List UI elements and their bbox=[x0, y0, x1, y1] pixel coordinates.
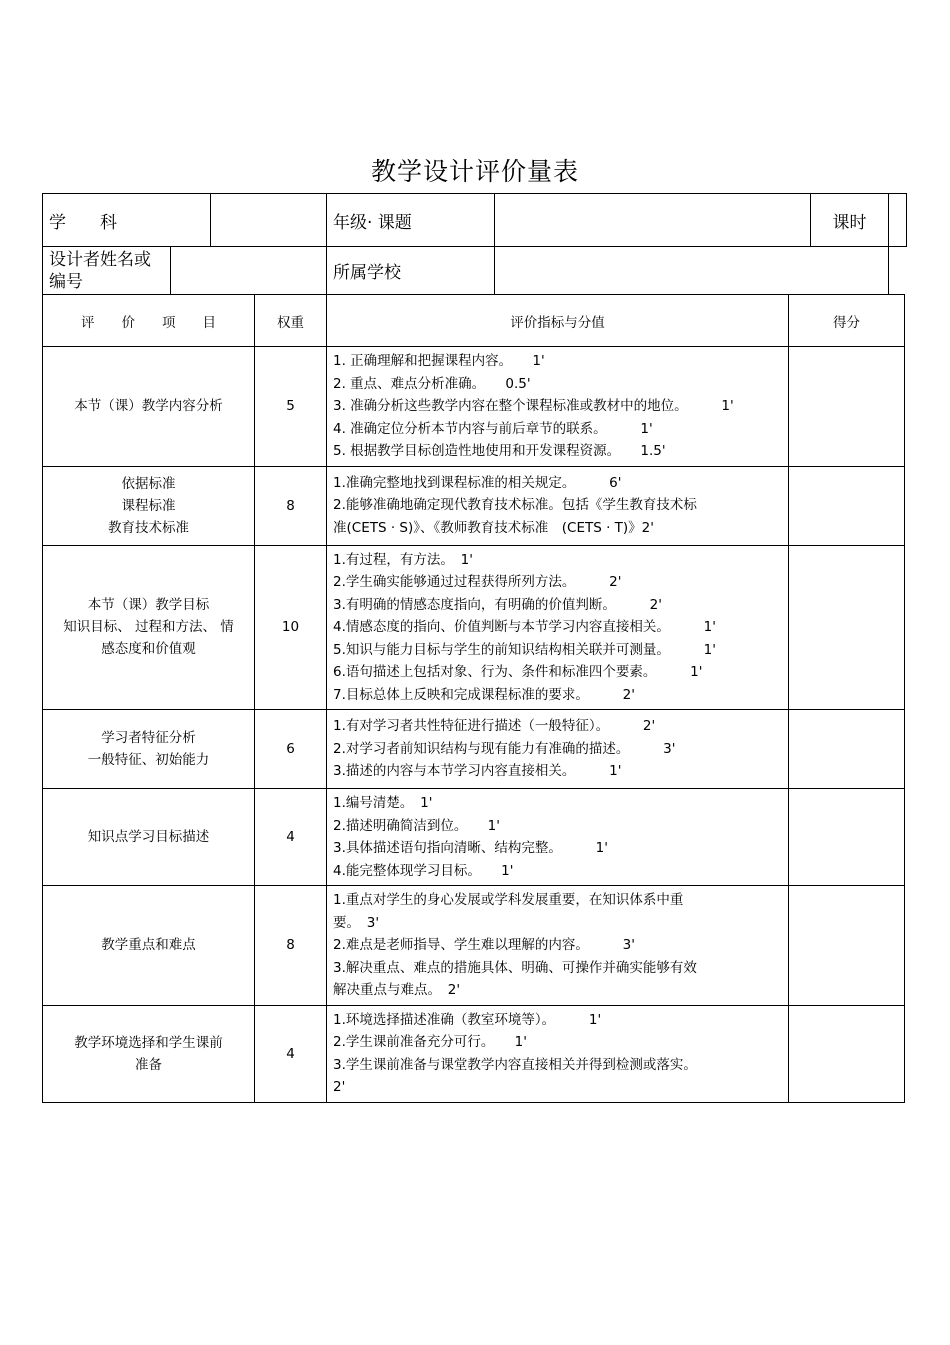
criteria-cell bbox=[327, 1005, 789, 1102]
evaluation-item bbox=[43, 1005, 255, 1102]
column-header-criteria: 评价指标与分值 bbox=[327, 295, 789, 347]
designer-field[interactable] bbox=[171, 247, 327, 295]
criteria-line: 7.目标总体上反映和完成课程标准的要求。 2' bbox=[333, 686, 635, 703]
criteria-line: 1.准确完整地找到课程标准的相关规定。 6' bbox=[333, 474, 622, 491]
criteria-line: 5.知识与能力目标与学生的前知识结构相关联并可测量。 1' bbox=[333, 641, 716, 658]
criteria-line: 4.能完整体现学习目标。 1' bbox=[333, 862, 514, 879]
designer-label: 设计者姓名或编号 bbox=[43, 247, 171, 295]
school-field[interactable] bbox=[495, 247, 889, 295]
grade-topic-field[interactable] bbox=[495, 194, 811, 247]
weight-value: 4 bbox=[255, 789, 327, 886]
criteria-line: 2.难点是老师指导、学生难以理解的内容。 3' bbox=[333, 937, 635, 953]
table-header-row bbox=[43, 295, 905, 347]
criteria-cell bbox=[327, 789, 789, 886]
evaluation-item bbox=[43, 886, 255, 1006]
evaluation-item bbox=[43, 347, 255, 467]
school-label: 所属学校 bbox=[327, 247, 495, 295]
criteria-line: 3.解决重点、难点的措施具体、明确、可操作并确实能够有效 bbox=[333, 959, 697, 976]
criteria-line: 2' bbox=[333, 1079, 346, 1095]
evaluation-item-line: 知识点学习目标描述 bbox=[87, 829, 210, 845]
criteria-line: 1.编号清楚。 1' bbox=[333, 795, 433, 811]
evaluation-item bbox=[43, 710, 255, 789]
table-row bbox=[43, 545, 905, 710]
column-header-item: 评 价 项 目 bbox=[43, 295, 255, 347]
grade-topic-label: 年级· 课题 bbox=[327, 194, 495, 247]
evaluation-item-line: 准备 bbox=[135, 1056, 162, 1073]
criteria-cell bbox=[327, 545, 789, 710]
weight-value: 8 bbox=[255, 886, 327, 1006]
criteria-cell bbox=[327, 710, 789, 789]
criteria-line: 2. 重点、难点分析准确。 0.5' bbox=[333, 375, 531, 392]
criteria-line: 4.情感态度的指向、价值判断与本节学习内容直接相关。 1' bbox=[333, 619, 716, 635]
criteria-line: 3. 准确分析这些教学内容在整个课程标准或教材中的地位。 1' bbox=[333, 398, 734, 414]
criteria-line: 2.学生确实能够通过过程获得所列方法。 2' bbox=[333, 574, 622, 590]
criteria-line: 3.学生课前准备与课堂教学内容直接相关并得到检测或落实。 bbox=[333, 1056, 697, 1073]
criteria-line: 1.重点对学生的身心发展或学科发展重要，在知识体系中重 bbox=[333, 892, 684, 908]
score-field[interactable] bbox=[789, 710, 905, 789]
evaluation-item-line: 本节（课）教学目标 bbox=[87, 597, 210, 614]
table-row bbox=[43, 466, 905, 545]
table-row bbox=[43, 710, 905, 789]
criteria-line: 要。 3' bbox=[333, 914, 380, 931]
criteria-line: 2.对学习者前知识结构与现有能力有准确的描述。 3' bbox=[333, 740, 676, 757]
evaluation-item-line: 感态度和价值观 bbox=[101, 641, 196, 658]
evaluation-item bbox=[43, 545, 255, 710]
column-header-weight: 权重 bbox=[255, 295, 327, 347]
criteria-cell bbox=[327, 466, 789, 545]
weight-value: 5 bbox=[255, 347, 327, 467]
evaluation-table bbox=[42, 294, 905, 1103]
criteria-line: 4. 准确定位分析本节内容与前后章节的联系。 1' bbox=[333, 420, 653, 437]
evaluation-item-line: 一般特征、初始能力 bbox=[87, 752, 210, 768]
criteria-line: 准(CETS · S)》、《教师教育技术标准 (CETS · T)》2' bbox=[333, 519, 654, 536]
evaluation-item bbox=[43, 466, 255, 545]
score-field[interactable] bbox=[789, 466, 905, 545]
period-field[interactable] bbox=[889, 194, 907, 247]
page-title: 教学设计评价量表 bbox=[370, 157, 579, 186]
weight-value: 6 bbox=[255, 710, 327, 789]
table-row bbox=[43, 886, 905, 1006]
weight-value: 10 bbox=[255, 545, 327, 710]
evaluation-item-line: 依据标准 bbox=[121, 475, 176, 492]
evaluation-item-line: 教学环境选择和学生课前 bbox=[74, 1034, 223, 1051]
evaluation-item-line: 课程标准 bbox=[121, 497, 176, 514]
evaluation-item-line: 本节（课）教学内容分析 bbox=[74, 398, 223, 415]
criteria-cell bbox=[327, 886, 789, 1006]
criteria-line: 1.有过程，有方法。 1' bbox=[333, 551, 473, 568]
criteria-line: 解决重点与难点。 2' bbox=[333, 982, 461, 998]
subject-field[interactable] bbox=[211, 194, 327, 247]
weight-value: 4 bbox=[255, 1005, 327, 1102]
table-row bbox=[43, 347, 905, 467]
criteria-line: 1. 正确理解和把握课程内容。 1' bbox=[333, 353, 545, 369]
criteria-cell bbox=[327, 347, 789, 467]
evaluation-item bbox=[43, 789, 255, 886]
header-info-table bbox=[42, 193, 907, 295]
criteria-line: 1.环境选择描述准确（教室环境等）。 1' bbox=[333, 1011, 602, 1028]
criteria-line: 3.具体描述语句指向清晰、结构完整。 1' bbox=[333, 840, 608, 856]
criteria-line: 2.描述明确简洁到位。 1' bbox=[333, 817, 500, 834]
score-field[interactable] bbox=[789, 789, 905, 886]
weight-value: 8 bbox=[255, 466, 327, 545]
period-label: 课时 bbox=[811, 194, 889, 247]
criteria-line: 5. 根据教学目标创造性地使用和开发课程资源。 1.5' bbox=[333, 443, 666, 459]
evaluation-item-line: 教学重点和难点 bbox=[101, 937, 196, 954]
evaluation-item-line: 知识目标、 过程和方法、 情 bbox=[63, 619, 234, 636]
criteria-line: 6.语句描述上包括对象、行为、条件和标准四个要素。 1' bbox=[333, 664, 703, 680]
evaluation-item-line: 学习者特征分析 bbox=[101, 730, 196, 746]
table-row bbox=[43, 789, 905, 886]
score-field[interactable] bbox=[789, 886, 905, 1006]
table-row bbox=[43, 1005, 905, 1102]
criteria-line: 3.描述的内容与本节学习内容直接相关。 1' bbox=[333, 763, 622, 780]
score-field[interactable] bbox=[789, 1005, 905, 1102]
criteria-line: 2.学生课前准备充分可行。 1' bbox=[333, 1034, 527, 1050]
column-header-score: 得分 bbox=[789, 295, 905, 347]
criteria-line: 1.有对学习者共性特征进行描述（一般特征）。 2' bbox=[333, 718, 656, 735]
subject-label: 学 科 bbox=[43, 194, 211, 247]
evaluation-item-line: 教育技术标准 bbox=[108, 519, 189, 536]
score-field[interactable] bbox=[789, 347, 905, 467]
score-field[interactable] bbox=[789, 545, 905, 710]
criteria-line: 3.有明确的情感态度指向，有明确的价值判断。 2' bbox=[333, 596, 662, 613]
criteria-line: 2.能够准确地确定现代教育技术标准。包括《学生教育技术标 bbox=[333, 497, 697, 514]
